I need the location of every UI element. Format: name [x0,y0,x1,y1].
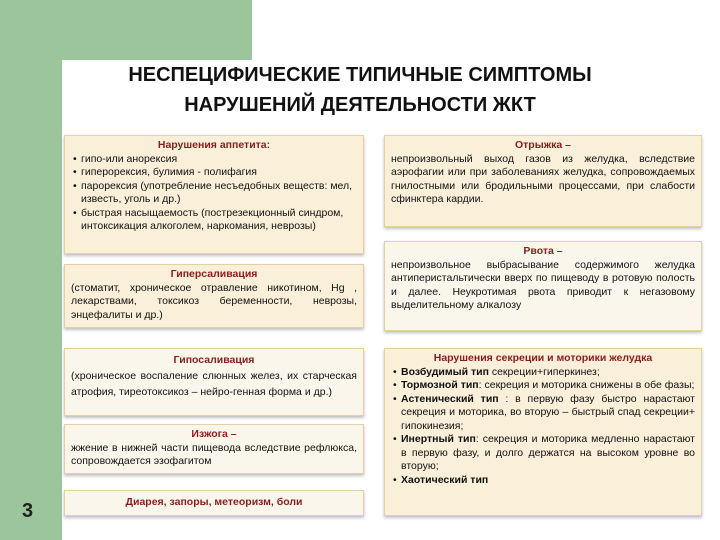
hypersalivation-box [64,264,364,328]
list-item [391,474,695,488]
heartburn-text: жжение в нижней части пищевода вследствие рефлюкса, сопровождается эзофагитом [71,441,357,467]
appetite-heading: Нарушения аппетита: [157,139,271,151]
list-item [391,433,695,474]
list-item [391,379,695,393]
diarrhea-text: Диарея, запоры, метеоризм, боли [125,496,303,508]
heartburn-box [64,424,364,474]
secretion-box [384,348,702,516]
appetite-box [64,135,364,254]
heartburn-heading: Изжога – [191,428,237,440]
secretion-list [391,366,695,488]
secretion-type-desc: : в первую фазу быстро нарастают секреция и моторика, во вторую – быстрый спад секреции+ гипокинезия; [401,392,695,432]
secretion-type-desc: : секреция и моторика снижены в обе фазы; [478,379,695,391]
title-line-2: НАРУШЕНИЙ ДЕЯТЕЛЬНОСТИ ЖКТ [184,94,536,116]
vomiting-box [384,241,702,331]
page-title [70,60,650,120]
list-item [391,366,695,380]
list-item: • быстрая насыщаемость (пострезекционный синдром, интоксикация алкоголем, наркомания, неврозы) [71,207,357,234]
secretion-type-term: Хаотический тип [401,473,489,486]
belching-box [384,135,702,227]
diarrhea-box [64,490,364,516]
side-green-bar [0,0,62,540]
list-item [391,393,695,434]
vomiting-text: непроизвольное выбрасывание содержимого желудка антиперистальтически вверх по пищеводу в ротовую полость и далее. Неукротимая рвота приводит к негазовому выделительному алкалозу [391,258,695,311]
hyposalivation-heading: Гипосаливация [173,354,255,366]
appetite-list [71,153,357,234]
secretion-type-term: Возбудимый тип [401,365,489,378]
secretion-type-term: Инертный тип [401,433,476,445]
hyposalivation-box [64,348,364,416]
secretion-type-desc: : секреция и моторика медленно нарастают в первую фазу, и долго держатся на высоком уровне во вторую; [401,433,695,472]
secretion-type-term: Астенический тип [401,392,499,405]
page-number: 3 [22,500,34,522]
list-item: • гипо-или анорексия [71,153,357,167]
secretion-type-term: Тормозной тип [401,379,479,391]
hypersalivation-text: (стоматит, хроническое отравление никотином, Hg , лекарствами, токсикоз беременности, неврозы, энцефалиты и др.) [71,281,357,321]
list-item: • парорексия (употребление несъедобных веществ: мел, известь, уголь и др.) [71,180,357,207]
belching-text: непроизвольный выход газов из желудка, вследствие аэрофагии или при заболеваниях желудка, сопровождаемых гнилостными или бродильными процессами, при слабости сфинктера кардии. [391,152,695,205]
secretion-type-desc: секреции+гиперкинез; [488,365,600,378]
hyposalivation-text: (хроническое воспаление слюнных желез, их старческая атрофия, тиреотоксикоз – нейро-генная форма и др.) [71,370,357,398]
vomiting-heading: Рвота – [523,245,563,257]
secretion-heading: Нарушения секреции и моторики желудка [433,352,653,364]
list-item: • гиперорексия, булимия - полифагия [71,166,357,180]
belching-heading: Отрыжка – [515,139,571,151]
title-line-1: НЕСПЕЦИФИЧЕСКИЕ ТИПИЧНЫЕ СИМПТОМЫ [128,64,592,86]
hypersalivation-heading: Гиперсаливация [170,268,258,280]
